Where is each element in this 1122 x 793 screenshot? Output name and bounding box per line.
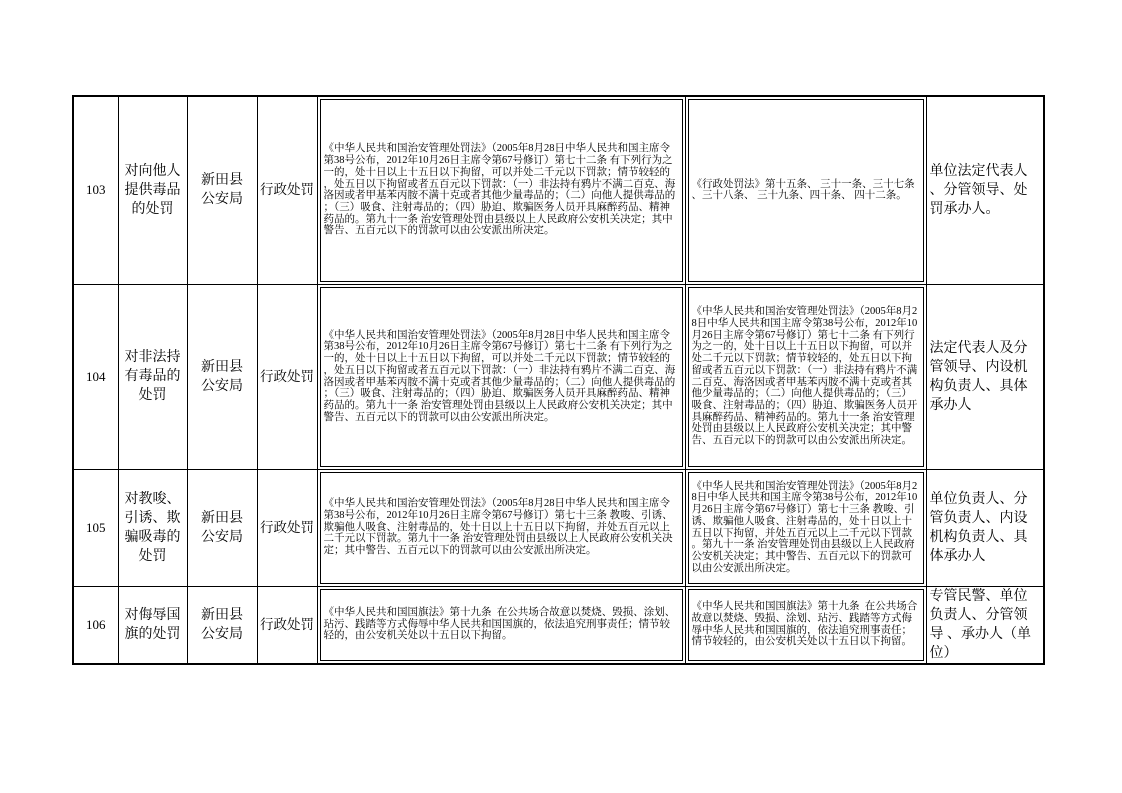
category-cell: 行政处罚 [257, 96, 317, 284]
duty-basis-cell [685, 96, 926, 284]
legal-basis-cell [317, 469, 685, 586]
department-cell: 新田县公安局 [187, 469, 257, 586]
duty-basis-text: 《中华人民共和国治安管理处罚法》（2005年8月28日中华人民共和国主席令第38号公布，2012年10月26日主席令第67号修订）第七十二条 有下列行为之一的，处十日以上十五日以下拘留，可以并处二千元以下罚款；情节较轻的，处五日以下拘留或者五百元以下罚款：（一）非法持有鸦片不满二百克、海洛因或者甲基苯丙胺不满十克或者其他少量毒品的；（二）向他人提供毒品的；（三）吸食、注射毒品的；（四）胁迫、欺骗医务人员开具麻醉药品、精神药品的。第九十一条 治安管理处罚由县级以上人民政府公安机关决定；其中警告、五百元以下的罚款可以由公安派出所决定。 [691, 306, 918, 447]
category-cell: 行政处罚 [257, 469, 317, 586]
table-row [73, 469, 1044, 586]
duty-basis-box [688, 287, 924, 467]
row-number-cell: 106 [73, 586, 118, 664]
legal-basis-text: 《中华人民共和国治安管理处罚法》（2005年8月28日中华人民共和国主席令第38号公布，2012年10月26日主席令第67号修订）第七十二条 有下列行为之一的，处十日以上十五日以下拘留，可以并处二千元以下罚款；情节较轻的，处五日以下拘留或者五百元以下罚款：（一）非法持有鸦片不满二百克、海洛因或者甲基苯丙胺不满十克或者其他少量毒品的；（二）向他人提供毒品的；（三）吸食、注射毒品的；（四）胁迫、欺骗医务人员开具麻醉药品、精神药品的。第九十一条 治安管理处罚由县级以上人民政府公安机关决定；其中警告、五百元以下的罚款可以由公安派出所决定。 [323, 329, 676, 423]
legal-basis-box [320, 99, 683, 282]
category-cell: 行政处罚 [257, 284, 317, 469]
table-row [73, 284, 1044, 469]
legal-basis-cell [317, 284, 685, 469]
legal-basis-box [320, 287, 683, 467]
item-name-cell: 对侮辱国旗的处罚 [118, 586, 187, 664]
duty-basis-text: 《中华人民共和国国旗法》第十九条 在公共场合故意以焚烧、毁损、涂划、玷污、践踏等方式侮辱中华人民共和国国旗的，依法追究刑事责任；情节较轻的，由公安机关处以十五日以下拘留。 [691, 601, 918, 648]
duty-basis-text: 《中华人民共和国治安管理处罚法》（2005年8月28日中华人民共和国主席令第38号公布，2012年10月26日主席令第67号修订）第七十三条 教唆、引诱、欺骗他人吸食、注射毒品的，处十日以上十五日以下拘留，并处五百元以上二千元以下罚款。第九十一条 治安管理处罚由县级以上人民政府公安机关决定；其中警告、五百元以下的罚款可以由公安派出所决定。 [691, 480, 918, 574]
legal-basis-box [320, 589, 683, 661]
item-name-cell: 对向他人提供毒品的处罚 [118, 96, 187, 284]
legal-basis-cell [317, 96, 685, 284]
responsible-cell: 法定代表人及分管领导、内设机构负责人、具体承办人 [926, 284, 1044, 469]
row-number-cell: 104 [73, 284, 118, 469]
row-number-cell: 105 [73, 469, 118, 586]
category-cell: 行政处罚 [257, 586, 317, 664]
responsible-cell: 专管民警、单位负责人、分管领导 、承办人（单位） [926, 586, 1044, 664]
legal-basis-box [320, 472, 683, 584]
item-name-cell: 对非法持有毒品的处罚 [118, 284, 187, 469]
duty-basis-cell [685, 284, 926, 469]
legal-basis-text: 《中华人民共和国国旗法》第十九条 在公共场合故意以焚烧、毁损、涂划、玷污、践踏等方式侮辱中华人民共和国国旗的，依法追究刑事责任；情节较轻的，由公安机关处以十五日以下拘留。 [323, 606, 676, 642]
responsible-cell: 单位负责人、分管负责人、内设机构负责人、具体承办人 [926, 469, 1044, 586]
legal-basis-cell [317, 586, 685, 664]
table-row [73, 96, 1044, 284]
duty-basis-cell [685, 469, 926, 586]
row-number-cell: 103 [73, 96, 118, 284]
legal-basis-text: 《中华人民共和国治安管理处罚法》（2005年8月28日中华人民共和国主席令第38号公布，2012年10月26日主席令第67号修订）第七十二条 有下列行为之一的，处十日以上十五日以下拘留，可以并处二千元以下罚款；情节较轻的，处五日以下拘留或者五百元以下罚款：（一）非法持有鸦片不满二百克、海洛因或者甲基苯丙胺不满十克或者其他少量毒品的；（二）向他人提供毒品的；（三）吸食、注射毒品的；（四）胁迫、欺骗医务人员开具麻醉药品、精神药品的。第九十一条 治安管理处罚由县级以上人民政府公安机关决定；其中警告、五百元以下的罚款可以由公安派出所决定。 [323, 143, 676, 237]
item-name-cell: 对教唆、引诱、欺骗吸毒的处罚 [118, 469, 187, 586]
penalty-table [72, 95, 1045, 665]
legal-basis-text: 《中华人民共和国治安管理处罚法》（2005年8月28日中华人民共和国主席令第38号公布，2012年10月26日主席令第67号修订）第七十三条 教唆、引诱、欺骗他人吸食、注射毒品的，处十日以上十五日以下拘留，并处五百元以上二千元以下罚款。第九十一条 治安管理处罚由县级以上人民政府公安机关决定；其中警告、五百元以下的罚款可以由公安派出所决定。 [323, 498, 673, 557]
duty-basis-cell [685, 586, 926, 664]
department-cell: 新田县公安局 [187, 284, 257, 469]
duty-basis-box [688, 472, 924, 584]
table-body [73, 96, 1044, 664]
duty-basis-box [688, 589, 924, 661]
duty-basis-box [688, 99, 924, 282]
department-cell: 新田县公安局 [187, 96, 257, 284]
table-row [73, 586, 1044, 664]
duty-basis-text: 《行政处罚法》第十五条、 三十一条、三十七条、三十八条、 三十九条、四十条、 四十二条。 [691, 178, 915, 202]
responsible-cell: 单位法定代表人、分管领导、处罚承办人。 [926, 96, 1044, 284]
department-cell: 新田县公安局 [187, 586, 257, 664]
